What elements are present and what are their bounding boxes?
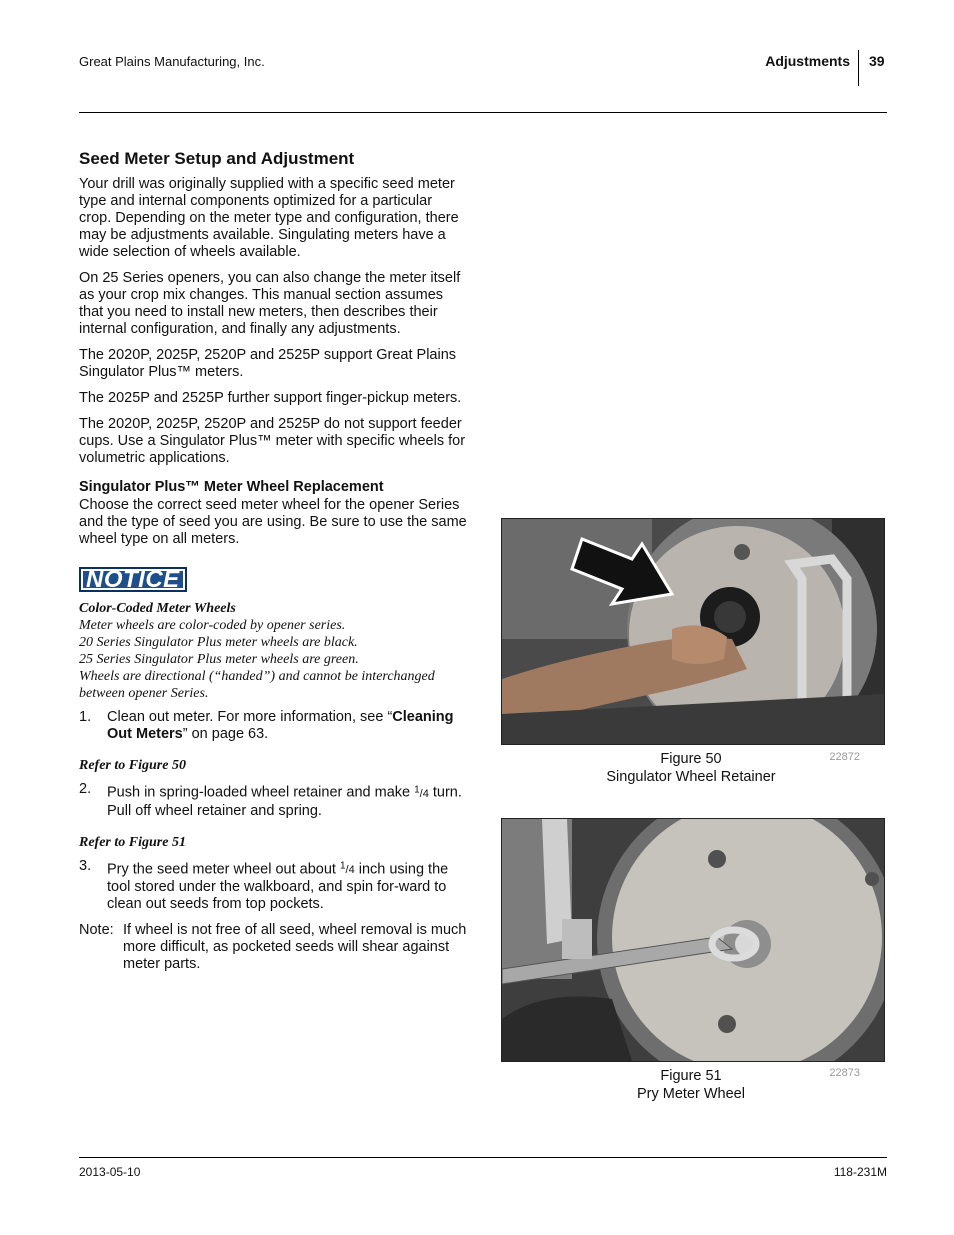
step-text-part: Clean out meter. For more information, see “ xyxy=(107,709,393,725)
step-2 xyxy=(79,781,467,820)
header-rule xyxy=(79,112,887,113)
figure-50-photo xyxy=(501,518,885,745)
note-label: Note: xyxy=(79,922,114,939)
step-text xyxy=(107,858,467,914)
step-number: 3. xyxy=(79,857,92,874)
figure-label: Figure 51 xyxy=(660,1068,722,1084)
note-text: If wheel is not free of all seed, wheel removal is much more difficult, as pocketed seeds will shear against meter parts. xyxy=(123,922,467,973)
figure-51-caption xyxy=(560,1067,822,1103)
figure-reference: Refer to Figure 50 xyxy=(79,758,186,773)
step-3 xyxy=(79,858,467,914)
figure-title: Pry Meter Wheel xyxy=(637,1086,745,1102)
step-text-part: ” on page 63. xyxy=(182,726,269,742)
header-section: Adjustments xyxy=(765,53,850,69)
subsection-title: Singulator Plus™ Meter Wheel Replacement xyxy=(79,479,384,495)
step-text-part: turn. Pull off wheel retainer and spring. xyxy=(107,784,462,819)
fraction-numerator: 1 xyxy=(414,784,420,795)
step-number: 1. xyxy=(79,709,92,725)
step-text xyxy=(107,781,467,820)
footer-date: 2013-05-10 xyxy=(79,1165,141,1179)
section-title: Seed Meter Setup and Adjustment xyxy=(79,149,355,168)
footer-document-number: 118-231M xyxy=(833,1165,887,1179)
paragraph: On 25 Series openers, you can also change the meter itself as your crop mix changes. This manual section assumes that you need to install new meters, then describes their internal configuration, and finally any adjustments. xyxy=(79,270,461,337)
figure-50-caption xyxy=(560,750,822,786)
header-separator xyxy=(858,50,859,86)
paragraph: The 2020P, 2025P, 2520P and 2525P support Great Plains Singulator Plus™ meters. xyxy=(79,347,457,380)
fraction-denominator: 4 xyxy=(348,864,355,877)
pry-meter-wheel-photo xyxy=(502,819,884,1061)
paragraph: Your drill was originally supplied with a specific seed meter type and internal components optimized for a particular crop. Depending on the meter type and configuration, there may be adjustments available. Singulating meters have a wide selection of wheels available. xyxy=(79,176,459,260)
step-number: 2. xyxy=(79,781,92,797)
figure-51-photo xyxy=(501,818,885,1062)
fraction-numerator: 1 xyxy=(339,860,346,872)
notice-line: Meter wheels are color-coded by opener series. xyxy=(79,618,346,633)
singulator-wheel-retainer-photo xyxy=(502,519,884,744)
paragraph: The 2025P and 2525P further support finger-pickup meters. xyxy=(79,390,462,406)
notice-badge: NOTICE xyxy=(79,567,187,592)
figure-id: 22872 xyxy=(829,751,860,763)
step-1 xyxy=(79,709,467,743)
fraction: $^1$/4 xyxy=(414,784,429,800)
notice-title: Color-Coded Meter Wheels xyxy=(79,601,236,616)
notice-body xyxy=(79,600,467,702)
cross-reference-link[interactable]: Cleaning Out Meters xyxy=(107,709,454,742)
figure-reference: Refer to Figure 51 xyxy=(79,834,186,850)
figure-title: Singulator Wheel Retainer xyxy=(606,769,776,785)
paragraph: The 2020P, 2025P, 2520P and 2525P do not support feeder cups. Use a Singulator Plus™ meter with specific wheels for volumetric applications. xyxy=(79,416,466,466)
figure-id: 22873 xyxy=(829,1067,860,1079)
paragraph: Choose the correct seed meter wheel for the opener Series and the type of seed you are using. Be sure to use the same wheel type on all meters. xyxy=(79,497,467,547)
step-text-part: Pry the seed meter wheel out about xyxy=(107,861,340,878)
page-number: 39 xyxy=(869,53,885,69)
fraction-denominator: 4 xyxy=(422,787,429,800)
notice-line: 20 Series Singulator Plus meter wheels are black. xyxy=(79,635,358,650)
header-company: Great Plains Manufacturing, Inc. xyxy=(79,54,265,69)
figure-label: Figure 50 xyxy=(660,751,722,767)
notice-line: Wheels are directional (“handed”) and cannot be interchanged between opener Series. xyxy=(79,669,435,701)
main-text-column xyxy=(79,148,467,973)
note xyxy=(79,922,467,973)
step-text xyxy=(107,709,467,743)
step-text-part: Push in spring-loaded wheel retainer and make xyxy=(107,784,415,801)
footer-rule xyxy=(79,1157,887,1158)
step-text-part: inch using the tool stored under the walkboard, and spin for-ward to clean out seeds from top pockets. xyxy=(107,861,449,913)
fraction: $^1$/4 xyxy=(339,860,355,877)
notice-line: 25 Series Singulator Plus meter wheels are green. xyxy=(79,652,359,667)
